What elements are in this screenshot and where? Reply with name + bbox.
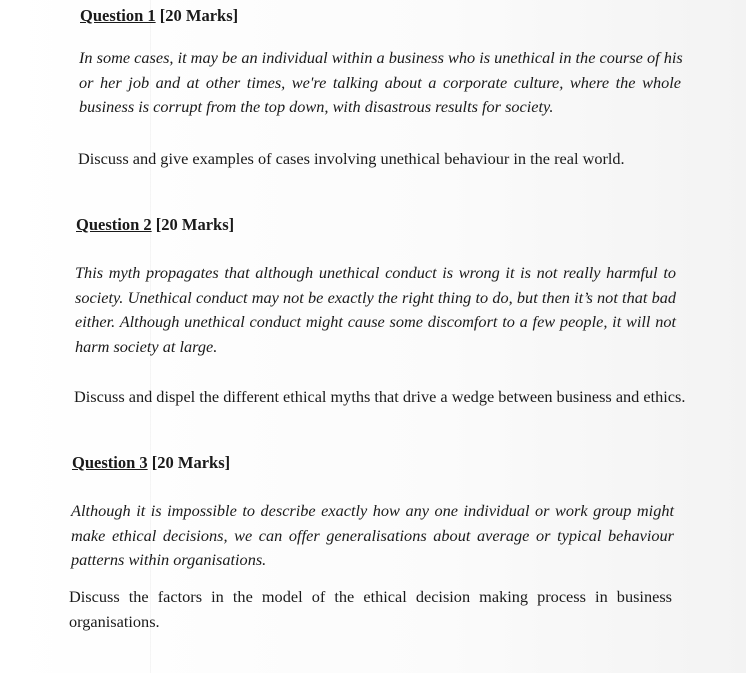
question-2-heading xyxy=(76,215,234,235)
question-2-task xyxy=(74,384,686,409)
question-3-task-line: Discuss the factors in the model of the ethical decision making process in business xyxy=(69,587,672,606)
question-2-quote-line: society. Unethical conduct may not be exactly the right thing to do, but then it’s not that bad xyxy=(75,287,676,307)
question-1-quote-line: or her job and at other times, we're talking about a corporate culture, where the whole xyxy=(79,72,681,92)
question-2-quote-line: This myth propagates that although unethical conduct is wrong it is not really harmful to xyxy=(75,263,676,282)
question-3-heading xyxy=(72,453,230,473)
question-2-marks: [20 Marks] xyxy=(155,215,235,234)
question-3-quote xyxy=(71,499,674,573)
question-3-marks: [20 Marks] xyxy=(151,453,231,472)
question-1-quote-line: business is corrupt from the top down, with disastrous results for society. xyxy=(79,97,554,116)
question-3-quote-line: patterns within organisations. xyxy=(71,550,267,569)
question-3-label: Question 3 xyxy=(72,453,148,472)
question-3-task xyxy=(69,584,672,634)
question-2-label: Question 2 xyxy=(76,215,152,234)
question-1-label: Question 1 xyxy=(80,6,156,25)
question-3-quote-line: make ethical decisions, we can offer generalisations about average or typical behaviour xyxy=(71,525,674,545)
question-1-quote-line: In some cases, it may be an individual within a business who is unethical in the course of his xyxy=(79,48,683,67)
question-2-quote xyxy=(75,261,676,359)
question-1-task xyxy=(78,146,638,171)
question-1-quote xyxy=(79,46,681,120)
question-1-marks: [20 Marks] xyxy=(159,6,239,25)
question-1-heading xyxy=(80,6,238,26)
question-3-quote-line: Although it is impossible to describe exactly how any one individual or work group might xyxy=(71,501,674,520)
question-2-quote-line: either. Although unethical conduct might cause some discomfort to a few people, it will not xyxy=(75,312,676,331)
question-2-quote-line: harm society at large. xyxy=(75,336,218,356)
question-3-task-line: organisations. xyxy=(69,612,160,631)
question-2-task-line: Discuss and dispel the different ethical myths that drive a wedge between business and ethics. xyxy=(74,387,686,406)
question-1-task-line: Discuss and give examples of cases involving unethical behaviour in the real world. xyxy=(78,149,625,168)
